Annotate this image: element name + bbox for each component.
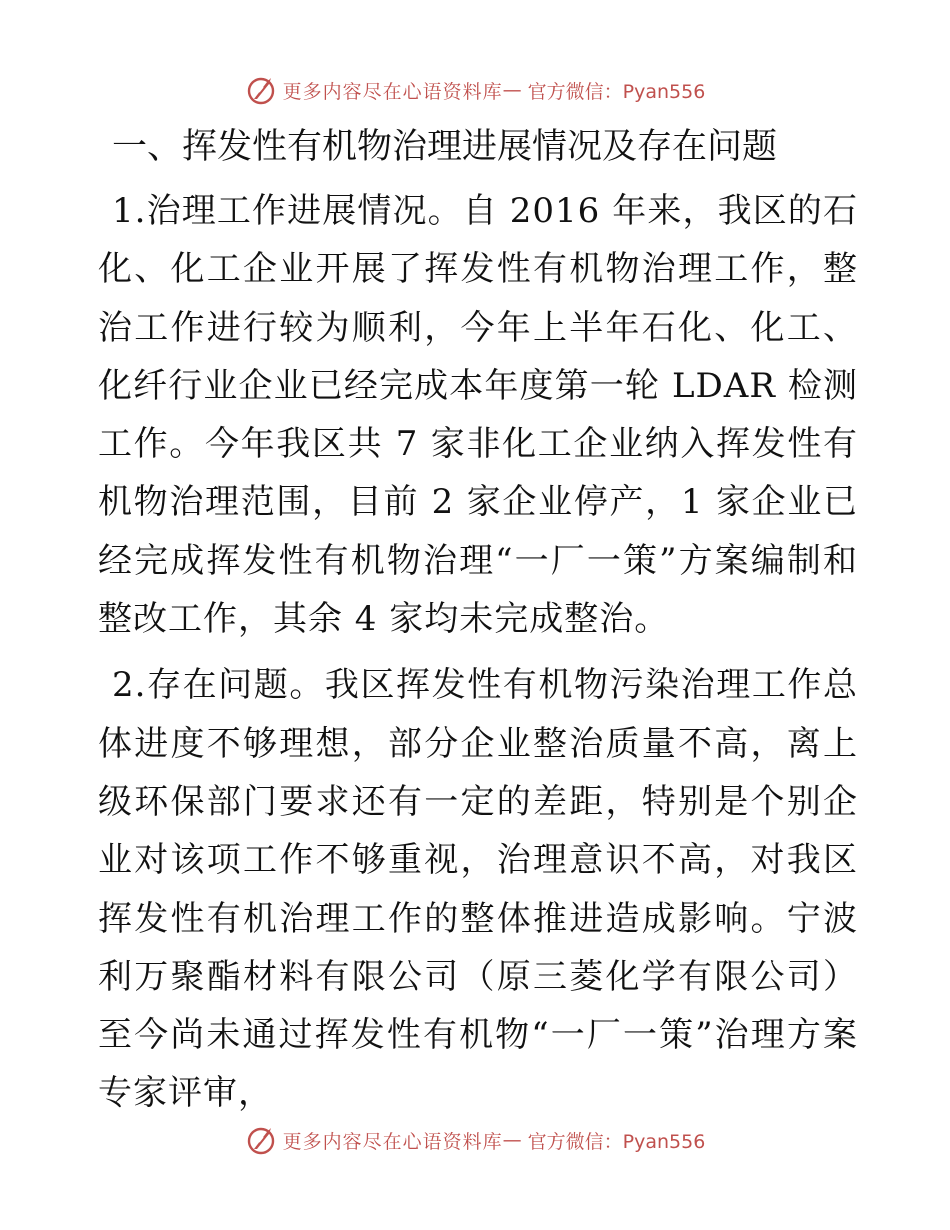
section-heading: 一、挥发性有机物治理进展情况及存在问题 <box>112 127 778 167</box>
watermark-brand: 更多内容尽在心语资料库 <box>282 1130 503 1153</box>
quill-pen-icon <box>245 74 277 106</box>
watermark-separator: — <box>502 1129 522 1151</box>
watermark-contact: 官方微信：Pyan556 <box>527 80 706 103</box>
document-body <box>98 118 858 1131</box>
quill-pen-icon <box>245 1124 277 1156</box>
paragraph-progress: 1.治理工作进展情况。自 2016 年来，我区的石化、化工企业开展了挥发性有机物治理工作，整治工作进行较为顺利，今年上半年石化、化工、化纤行业企业已经完成本年度第一轮 LDAR 检测工作。今年我区共 7 家非化工企业纳入挥发性有机物治理范围，目前 2 家企业停产，1 家企业已经完成挥发性有机物治理“一厂一策”方案编制和整改工作，其余 4 家均未完成整治。 <box>98 191 858 640</box>
paragraph-problems: 2.存在问题。我区挥发性有机物污染治理工作总体进度不够理想，部分企业整治质量不高，离上级环保部门要求还有一定的差距，特别是个别企业对该项工作不够重视，治理意识不高，对我区挥发性有机治理工作的整体推进造成影响。宁波利万聚酯材料有限公司（原三菱化学有限公司）至今尚未通过挥发性有机物“一厂一策”治理方案专家评审， <box>98 665 858 1114</box>
watermark-header <box>0 70 950 110</box>
watermark-footer <box>0 1120 950 1160</box>
watermark-contact: 官方微信：Pyan556 <box>527 1130 706 1153</box>
watermark-brand: 更多内容尽在心语资料库 <box>282 80 503 103</box>
watermark-separator: — <box>502 79 522 101</box>
